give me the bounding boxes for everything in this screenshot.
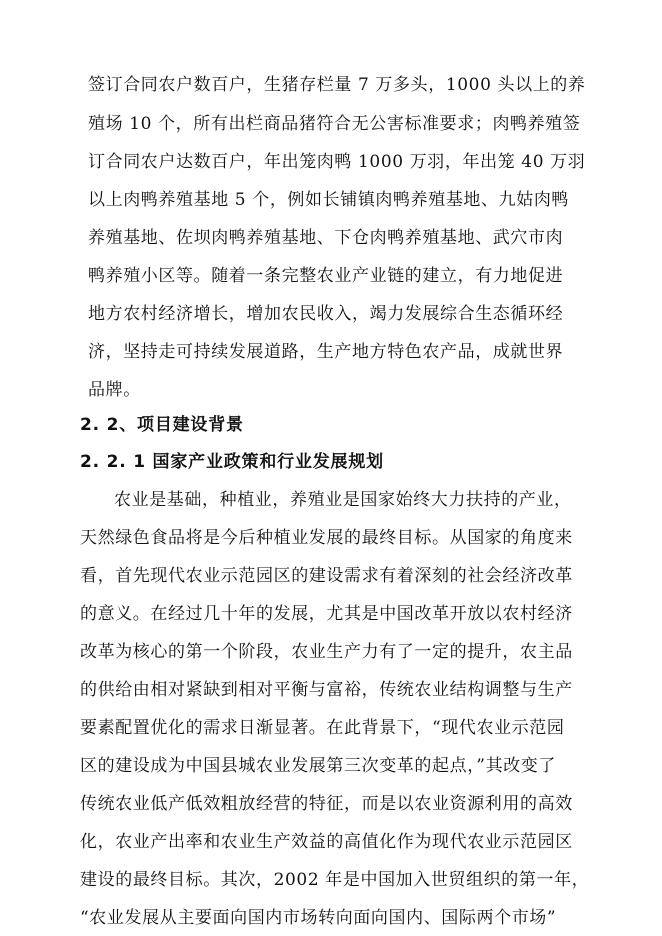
intro-paragraph-line: 殖场 10 个，所有出栏商品猪符合无公害标准要求；肉鸭养殖签 [88, 114, 581, 134]
section-heading: 2. 2、项目建设背景 [80, 415, 244, 435]
intro-paragraph-line: 养殖基地、佐坝肉鸭养殖基地、下仓肉鸭养殖基地、武穴市肉 [88, 228, 564, 248]
body-paragraph-line: 改革为核心的第一个阶段，农业生产力有了一定的提升，农主品 [80, 642, 573, 662]
intro-paragraph-line: 品牌。 [88, 380, 141, 400]
body-paragraph-line: 化，农业产出率和农业生产效益的高值化作为现代农业示范园区 [80, 832, 573, 852]
intro-paragraph-line: 鸭养殖小区等。随着一条完整农业产业链的建立，有力地促进 [88, 266, 564, 286]
intro-paragraph-line: 订合同农户达数百户，年出笼肉鸭 1000 万羽，年出笼 40 万羽 [88, 152, 586, 172]
body-paragraph-line: 天然绿色食品将是今后种植业发展的最终目标。从国家的角度来 [80, 528, 573, 548]
body-paragraph-line: 的意义。在经过几十年的发展，尤其是中国改革开放以农村经济 [80, 604, 573, 624]
body-paragraph-line: 建设的最终目标。其次，2002 年是中国加入世贸组织的第一年， [80, 870, 590, 890]
body-paragraph-line: 农业是基础，种植业，养殖业是国家始终大力扶持的产业， [114, 490, 572, 510]
body-paragraph-line: 传统农业低产低效粗放经营的特征，而是以农业资源利用的高效 [80, 794, 573, 814]
intro-paragraph-line: 地方农村经济增长，增加农民收入，竭力发展综合生态循环经 [88, 304, 564, 324]
intro-paragraph-line: 签订合同农户数百户，生猪存栏量 7 万多头，1000 头以上的养 [88, 75, 586, 95]
body-paragraph-line: 区的建设成为中国县城农业发展第三次变革的起点，”其改变了 [80, 756, 556, 776]
subsection-heading: 2. 2. 1 国家产业政策和行业发展规划 [80, 452, 384, 472]
intro-paragraph-line: 以上肉鸭养殖基地 5 个，例如长铺镇肉鸭养殖基地、九姑肉鸭 [88, 190, 570, 210]
body-paragraph-line: 看，首先现代农业示范园区的建设需求有着深刻的社会经济改革 [80, 566, 573, 586]
body-paragraph-line: 的供给由相对紧缺到相对平衡与富裕，传统农业结构调整与生产 [80, 680, 573, 700]
body-paragraph-line: 要素配置优化的需求日渐显著。在此背景下，“现代农业示范园 [80, 718, 565, 738]
intro-paragraph-line: 济，坚持走可持续发展道路，生产地方特色农产品，成就世界 [88, 342, 564, 362]
body-paragraph-line: “农业发展从主要面向国内市场转向面向国内、国际两个市场” [80, 908, 557, 928]
